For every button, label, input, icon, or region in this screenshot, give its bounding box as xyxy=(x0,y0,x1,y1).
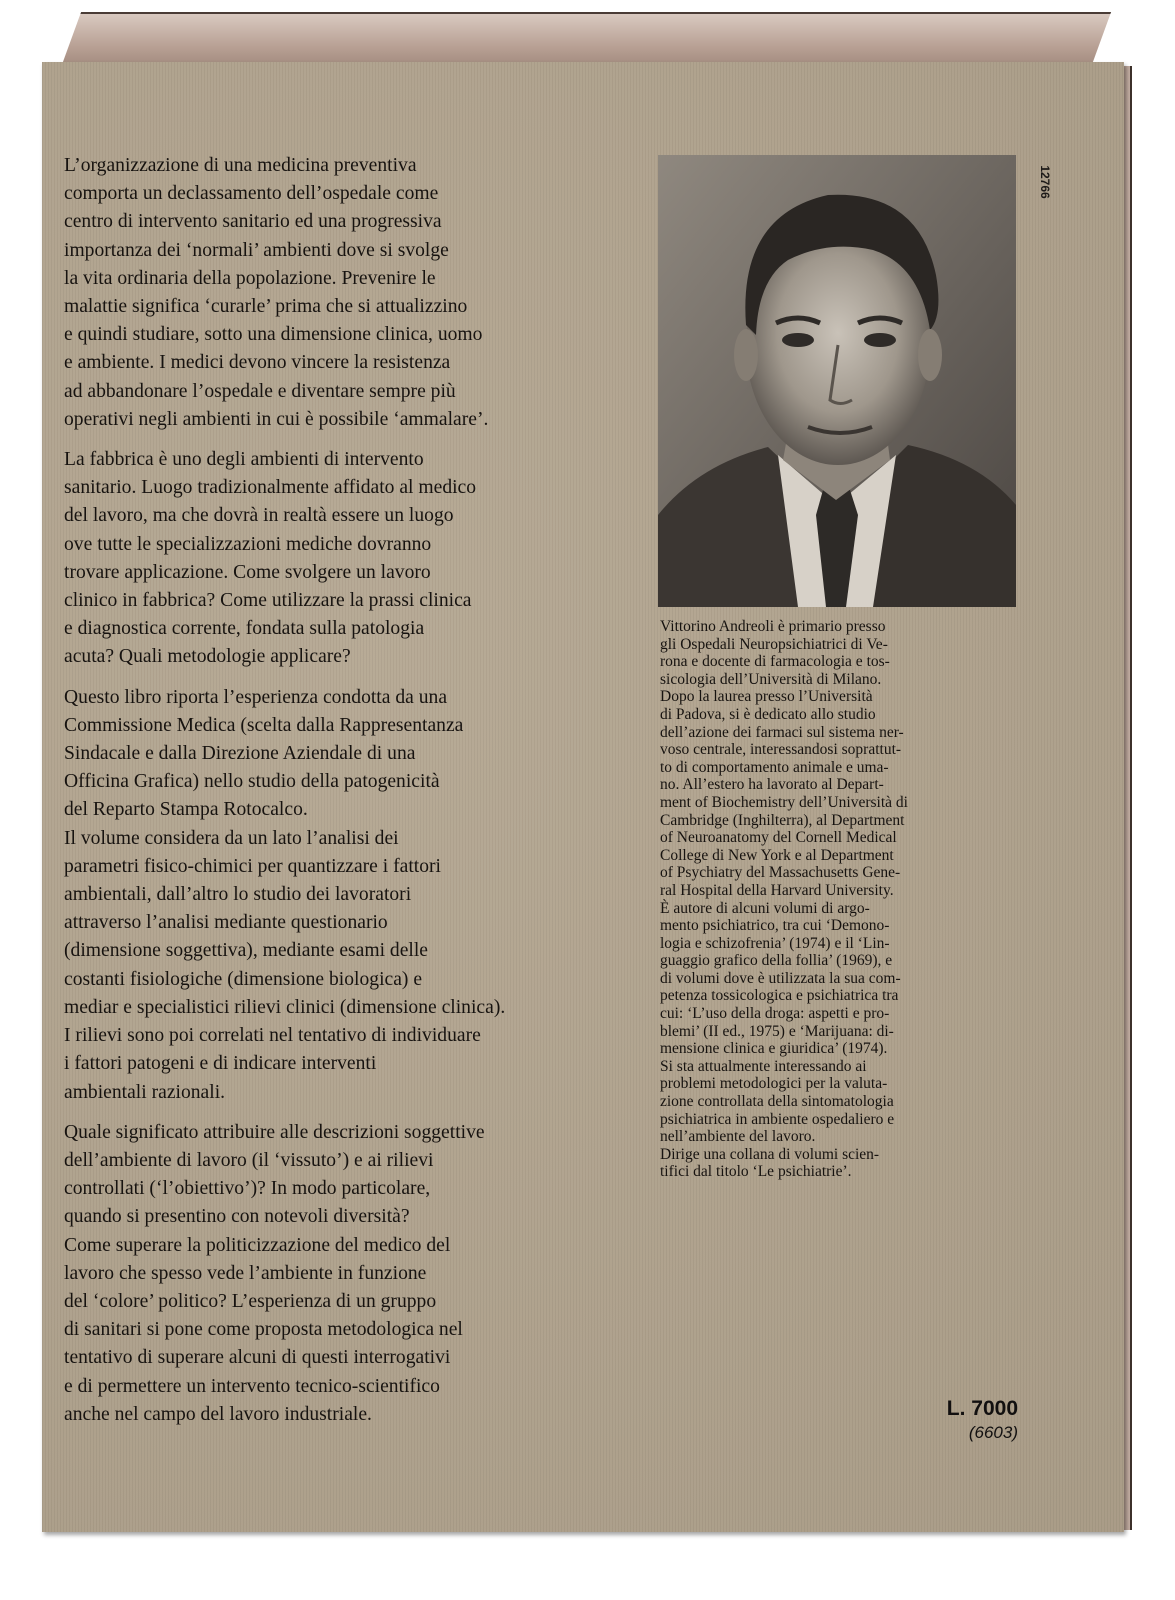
inventory-stamp: 12766 xyxy=(1038,165,1052,199)
text-line: ad abbandonare l’ospedale e diventare sempre più xyxy=(64,380,456,402)
price-block xyxy=(900,1396,1018,1444)
text-line: trovare applicazione. Come svolgere un lavoro xyxy=(64,561,431,583)
text-line: del Reparto Stampa Rotocalco. xyxy=(64,799,308,821)
text-line: L’organizzazione di una medicina preventiva xyxy=(64,155,417,176)
text-line: Il volume considera da un lato l’analisi dei xyxy=(64,827,399,849)
text-line: importanza dei ‘normali’ ambienti dove si svolge xyxy=(64,239,449,261)
bio-line: blemi’ (II ed., 1975) e ‘Marijuana: di- xyxy=(660,1022,894,1040)
text-line: di sanitari si pone come proposta metodologica nel xyxy=(64,1319,463,1341)
bio-line: tifici dal titolo ‘Le psichiatrie’. xyxy=(660,1163,852,1181)
text-line: controllati (‘l’obiettivo’)? In modo particolare, xyxy=(64,1178,431,1200)
blurb-paragraph xyxy=(64,446,624,672)
bio-line: ment of Biochemistry dell’Università di xyxy=(660,793,908,811)
catalog-code: (6603) xyxy=(968,1423,1018,1442)
bio-line: sicologia dell’Università di Milano. xyxy=(660,670,882,688)
bio-line: problemi metodologici per la valuta- xyxy=(660,1075,888,1093)
text-line: (dimensione soggettiva), mediante esami delle xyxy=(64,940,429,962)
author-bio xyxy=(660,618,1016,1181)
text-line: del ‘colore’ politico? L’esperienza di un gruppo xyxy=(64,1290,437,1312)
bio-line: College di New York e al Department xyxy=(660,846,894,864)
bio-line: mento psichiatrico, tra cui ‘Demono- xyxy=(660,917,890,935)
text-line: Commissione Medica (scelta dalla Rappresentanza xyxy=(64,714,464,736)
text-line: attraverso l’analisi mediante questionario xyxy=(64,912,388,934)
bio-line: Vittorino Andreoli è primario presso xyxy=(660,618,886,635)
text-line: i fattori patogeni e di indicare interventi xyxy=(64,1053,377,1075)
text-line: quando si presentino con notevoli diversità? xyxy=(64,1206,410,1228)
text-line: I rilievi sono poi correlati nel tentativo di individuare xyxy=(64,1025,481,1047)
text-line: sanitario. Luogo tradizionalmente affidato al medico xyxy=(64,477,477,499)
text-line: la vita ordinaria della popolazione. Prevenire le xyxy=(64,267,436,289)
text-line: centro di intervento sanitario ed una progressiva xyxy=(64,211,442,233)
bio-line: nell’ambiente del lavoro. xyxy=(660,1128,816,1146)
bio-line: zione controllata della sintomatologia xyxy=(660,1093,894,1111)
blurb-paragraph xyxy=(64,684,624,1107)
bio-line: Cambridge (Inghilterra), al Department xyxy=(660,811,905,829)
bio-line: guaggio grafico della follia’ (1969), e xyxy=(660,952,893,970)
text-line: e ambiente. I medici devono vincere la resistenza xyxy=(64,352,451,374)
text-line: mediar e specialistici rilievi clinici (dimensione clinica). xyxy=(64,996,506,1018)
text-line: ambientali razionali. xyxy=(64,1081,226,1103)
text-line: e diagnostica corrente, fondata sulla patologia xyxy=(64,618,425,640)
text-line: parametri fisico-chimici per quantizzare i fattori xyxy=(64,855,441,877)
text-line: e di permettere un intervento tecnico-scientifico xyxy=(64,1375,440,1397)
text-line: anche nel campo del lavoro industriale. xyxy=(64,1403,372,1425)
price: L. 7000 xyxy=(946,1397,1018,1420)
bio-line: rona e docente di farmacologia e tos- xyxy=(660,653,890,671)
text-line: La fabbrica è uno degli ambienti di intervento xyxy=(64,449,424,471)
bio-line: petenza tossicologica e psichiatrica tra xyxy=(660,987,899,1005)
text-line: Come superare la politicizzazione del medico del xyxy=(64,1234,451,1256)
bio-line: di volumi dove è utilizzata la sua com- xyxy=(660,969,901,987)
bio-line: Si sta attualmente interessando ai xyxy=(660,1057,867,1075)
text-line: dell’ambiente di lavoro (il ‘vissuto’) e ai rilievi xyxy=(64,1149,434,1171)
text-line: Questo libro riporta l’esperienza condotta da una xyxy=(64,686,448,708)
text-line: clinico in fabbrica? Come utilizzare la prassi clinica xyxy=(64,590,472,612)
bio-line: Dopo la laurea presso l’Università xyxy=(660,688,873,706)
text-line: operativi negli ambienti in cui è possibile ‘ammalare’. xyxy=(64,408,489,430)
bio-line: voso centrale, interessandosi soprattut- xyxy=(660,741,902,759)
bio-line: gli Ospedali Neuropsichiatrici di Ve- xyxy=(660,635,888,653)
text-line: tentativo di superare alcuni di questi interrogativi xyxy=(64,1347,451,1369)
blurb-paragraph xyxy=(64,152,624,434)
bio-line: Dirige una collana di volumi scien- xyxy=(660,1145,880,1163)
text-line: acuta? Quali metodologie applicare? xyxy=(64,646,351,668)
text-line: ambientali, dall’altro lo studio dei lavoratori xyxy=(64,884,412,906)
bio-line: of Neuroanatomy del Cornell Medical xyxy=(660,829,897,847)
text-line: Sindacale e dalla Direzione Aziendale di una xyxy=(64,743,416,765)
text-line: del lavoro, ma che dovrà in realtà essere un luogo xyxy=(64,505,454,527)
bio-line: dell’azione dei farmaci sul sistema ner- xyxy=(660,723,904,741)
author-portrait-icon xyxy=(658,155,1016,607)
bio-line: psichiatrica in ambiente ospedaliero e xyxy=(660,1110,895,1128)
blurb-paragraph xyxy=(64,1119,624,1429)
blurb-text xyxy=(64,152,624,1441)
text-line: costanti fisiologiche (dimensione biologica) e xyxy=(64,968,423,990)
text-line: lavoro che spesso vede l’ambiente in funzione xyxy=(64,1262,427,1284)
text-line: comporta un declassamento dell’ospedale come xyxy=(64,183,439,205)
bio-line: cui: ‘L’uso della droga: aspetti e pro- xyxy=(660,1005,890,1023)
bio-line: ral Hospital della Harvard University. xyxy=(660,881,894,899)
text-line: Quale significato attribuire alle descrizioni soggettive xyxy=(64,1121,485,1143)
text-line: Officina Grafica) nello studio della patogenicità xyxy=(64,771,440,793)
bio-line: mensione clinica e giuridica’ (1974). xyxy=(660,1040,888,1058)
bio-line: È autore di alcuni volumi di argo- xyxy=(660,899,870,917)
bio-line: no. All’estero ha lavorato al Depart- xyxy=(660,776,884,794)
bio-line: of Psychiatry del Massachusetts Gene- xyxy=(660,864,901,882)
text-line: malattie significa ‘curarle’ prima che si attualizzino xyxy=(64,296,468,318)
text-line: ove tutte le specializzazioni mediche dovranno xyxy=(64,533,432,555)
bio-line: to di comportamento animale e uma- xyxy=(660,758,889,776)
bio-line: di Padova, si è dedicato allo studio xyxy=(660,705,876,723)
text-line: e quindi studiare, sotto una dimensione clinica, uomo xyxy=(64,324,483,346)
bio-line: logia e schizofrenia’ (1974) e il ‘Lin- xyxy=(660,934,890,952)
